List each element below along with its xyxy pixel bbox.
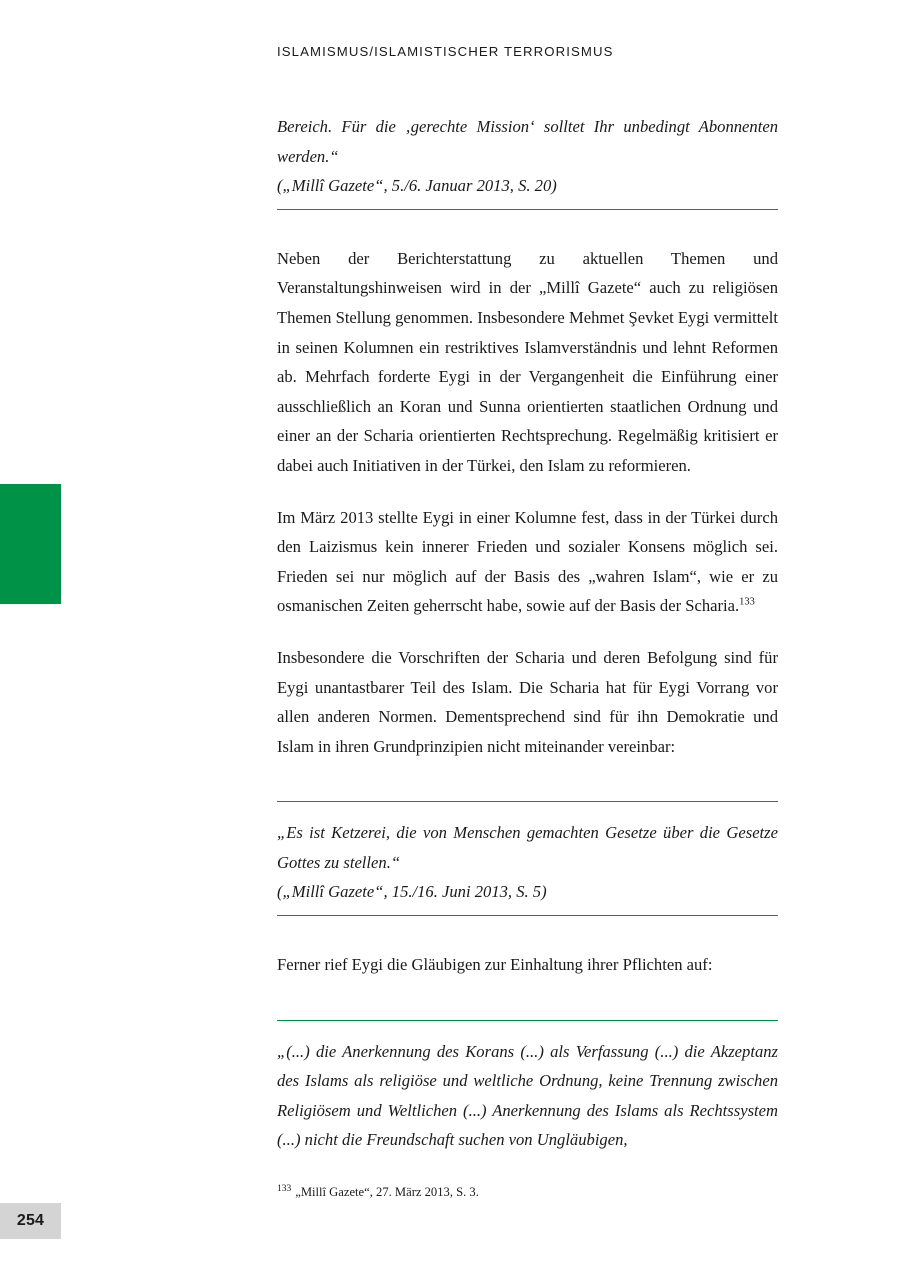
footnote-133	[277, 1184, 778, 1201]
quote-3-text: „(...) die Anerkennung des Korans (...) als Verfassung (...) die Akzeptanz des Islams als religiöse und weltliche Ordnung, keine Trennung zwischen Religiösem und Weltlichen (...) Anerkennung des Islams als Rechtssystem (...) nicht die Freundschaft suchen von Ungläubigen,	[277, 1041, 778, 1150]
quote-2-source: („Millî Gazete“, 15./16. Juni 2013, S. 5)	[277, 882, 547, 902]
paragraph-4: Ferner rief Eygi die Gläubigen zur Einhaltung ihrer Pflichten auf:	[277, 955, 713, 975]
footnote-reference-133[interactable]: 133	[739, 596, 755, 608]
footnote-text: „Millî Gazete“, 27. März 2013, S. 3.	[295, 1185, 479, 1199]
quote-1-text	[277, 112, 778, 201]
paragraph-3: Insbesondere die Vorschriften der Scharia und deren Befolgung sind für Eygi unantastbarer Teil des Islam. Die Scharia hat für Eygi Vorrang vor allen anderen Normen. Dementsprechend sind für ihn Demokratie und Islam in ihren Grundprinzipien nicht miteinander vereinbar:	[277, 647, 778, 756]
quote-block-3	[277, 1020, 778, 1155]
quote-2-text	[277, 818, 778, 907]
paragraph-2-text: Im März 2013 stellte Eygi in einer Kolumne fest, dass in der Türkei durch den Laizismus kein innerer Frieden und sozialer Konsens möglich sei. Frieden sei nur möglich auf der Basis des „wahren Islam“, wie er zu osmanischen Zeiten geherrscht habe, sowie auf der Basis der Scharia.	[277, 507, 778, 616]
paragraph-1: Neben der Berichterstattung zu aktuellen Themen und Veranstaltungshinweisen wird in der „Millî Gazete“ auch zu religiösen Themen Stellung genommen. Insbesondere Mehmet Şevket Eygi vermittelt in seinen Kolumnen ein restriktives Islamverständnis und lehnt Reformen ab. Mehrfach forderte Eygi in der Vergangenheit die Einführung einer ausschließlich an Koran und Sunna orientierten staatlichen Ordnung und einer an der Scharia orientierten Rechtsprechung. Regelmäßig kritisiert er dabei auch Initiativen in der Türkei, den Islam zu reformieren.	[277, 248, 778, 475]
page-number-box	[0, 1203, 61, 1239]
quote-2-body: „Es ist Ketzerei, die von Menschen gemachten Gesetze über die Gesetze Gottes zu stellen.“	[277, 823, 778, 872]
quote-1-body: Bereich. Für die ‚gerechte Mission‘ solltet Ihr unbedingt Abonnenten werden.“	[277, 117, 778, 166]
body-content	[277, 112, 778, 1155]
quote-block-2	[277, 801, 778, 916]
quote-1-source: („Millî Gazete“, 5./6. Januar 2013, S. 20)	[277, 176, 557, 196]
section-color-tab	[0, 484, 61, 604]
quote-block-1	[277, 112, 778, 210]
running-head: ISLAMISMUS/ISLAMISTISCHER TERRORISMUS	[277, 44, 614, 59]
footnote-marker: 133	[277, 1183, 292, 1194]
page-number: 254	[16, 1212, 45, 1229]
paragraph-2	[277, 503, 778, 621]
